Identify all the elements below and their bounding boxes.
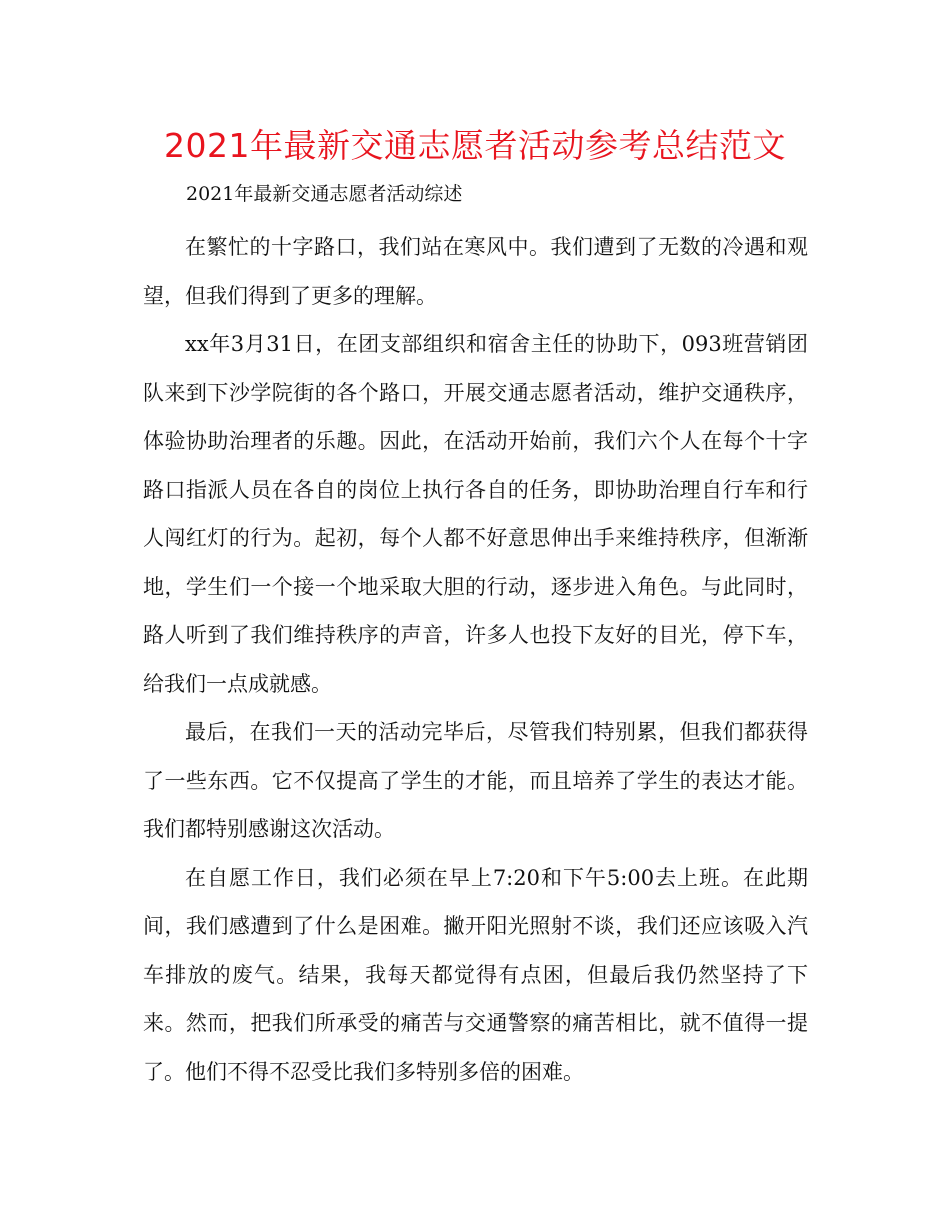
document-subtitle: 2021年最新交通志愿者活动综述: [186, 183, 463, 205]
paragraph: 在繁忙的十字路口，我们站在寒风中。我们遭到了无数的冷遇和观望，但我们得到了更多的理解。: [143, 235, 808, 308]
paragraph: 最后，在我们一天的活动完毕后，尽管我们特别累，但我们都获得了一些东西。它不仅提高了学生的才能，而且培养了学生的表达才能。我们都特别感谢这次活动。: [143, 720, 808, 841]
paragraph: xx年3月31日，在团支部组织和宿舍主任的协助下，093班营销团队来到下沙学院街的各个路口，开展交通志愿者活动，维护交通秩序，体验协助治理者的乐趣。因此，在活动开始前，我们六个人在每个十字路口指派人员在各自的岗位上执行各自的任务，即协助治理自行车和行人闯红灯的行为。起初，每个人都不好意思伸出手来维持秩序，但渐渐地，学生们一个接一个地采取大胆的行动，逐步进入角色。与此同时，路人听到了我们维持秩序的声音，许多人也投下友好的目光，停下车，给我们一点成就感。: [143, 332, 808, 696]
document-body: [143, 223, 808, 1096]
document-title: 2021年最新交通志愿者活动参考总结范文: [164, 126, 786, 165]
paragraph: 在自愿工作日，我们必须在早上7:20和下午5:00去上班。在此期间，我们感遭到了什么是困难。撇开阳光照射不谈，我们还应该吸入汽车排放的废气。结果，我每天都觉得有点困，但最后我仍然坚持了下来。然而，把我们所承受的痛苦与交通警察的痛苦相比，就不值得一提了。他们不得不忍受比我们多特别多倍的困难。: [143, 865, 808, 1084]
